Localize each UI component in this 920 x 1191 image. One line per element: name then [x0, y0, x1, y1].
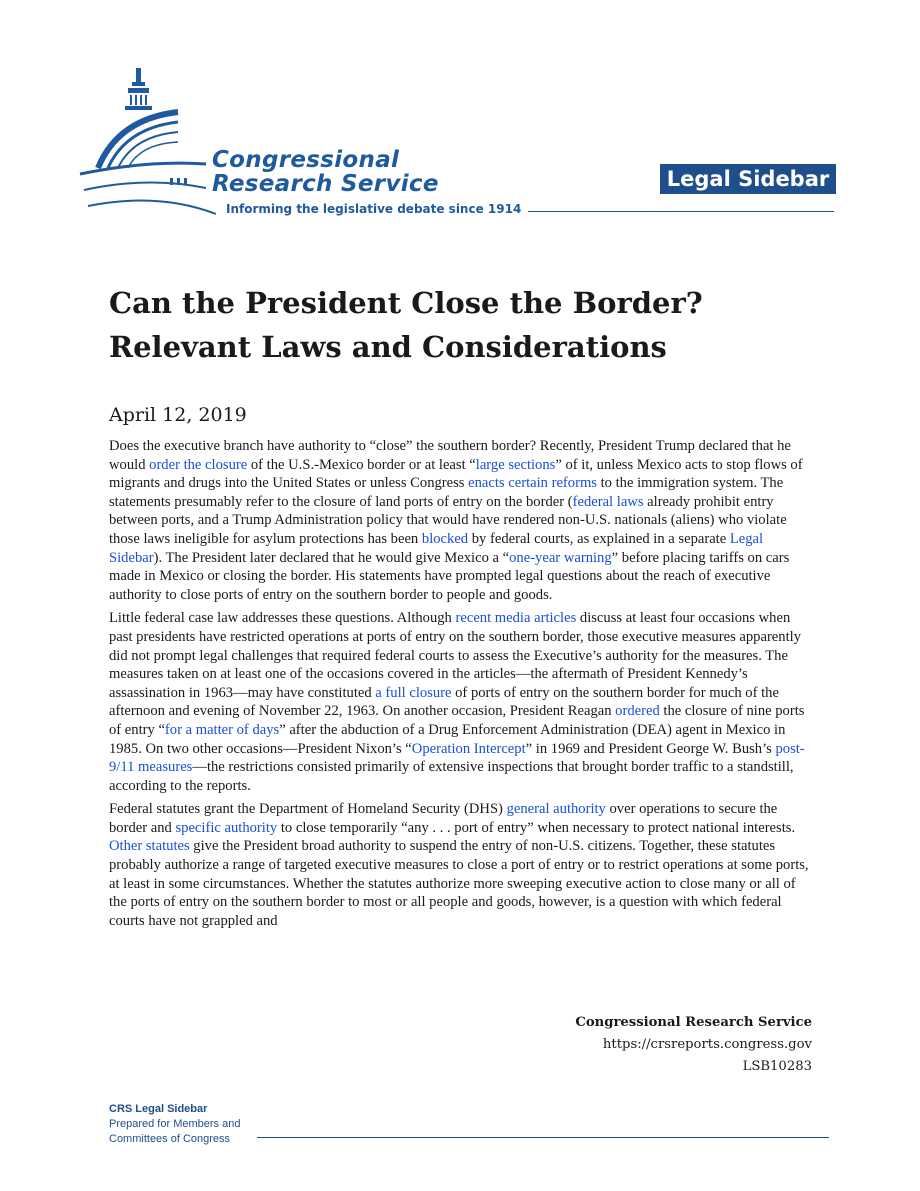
footer-doc-id: LSB10283 [742, 1059, 812, 1074]
bottom-label-line2: Prepared for Members and [109, 1118, 241, 1130]
inline-link[interactable]: Operation Intercept [411, 740, 526, 757]
inline-link[interactable]: blocked [421, 530, 469, 547]
body-paragraph [109, 800, 815, 930]
inline-link[interactable]: enacts certain reforms [468, 475, 597, 492]
body-paragraph [109, 437, 815, 604]
paragraph-text: Little federal case law addresses these questions. Although [109, 610, 456, 627]
inline-link[interactable]: specific authority [175, 819, 278, 836]
paragraph-text: discuss at least four occasions when past presidents have restricted operations at ports of entry on the southern border, those executive measures apparently did not prompt legal challenges that required federal courts to assess the Executive’s authority for the measures. The measures taken on at least one of the occasions covered in the articles—the aftermath of President Kennedy’s assassination in 1963—may have constituted [109, 610, 801, 701]
footer-url[interactable]: https://crsreports.congress.gov [602, 1037, 812, 1052]
paragraph-text: over operations to secure the border and [109, 801, 778, 836]
legal-sidebar-badge: Legal Sidebar [660, 164, 836, 194]
bottom-divider [257, 1137, 829, 1138]
paragraph-text: ). The President later declared that he would give Mexico a “ [153, 549, 510, 566]
paragraph-text: ” in 1969 and President George W. Bush’s [525, 740, 776, 757]
paragraph-text: Federal statutes grant the Department of Homeland Security (DHS) [109, 801, 507, 818]
inline-link[interactable]: Legal Sidebar [109, 530, 764, 566]
inline-link[interactable]: Other statutes [109, 838, 190, 855]
inline-link[interactable]: general authority [506, 801, 606, 818]
paragraph-text: ” before placing tariffs on cars made in Mexico or closing the border. His statements have prompted legal questions about the reach of executive authority to close ports of entry on the southern border to people and goods. [109, 549, 790, 603]
inline-link[interactable]: a full closure [375, 684, 452, 701]
paragraph-text: ” after the abduction of a Drug Enforcement Administration (DEA) agent in Mexico in 1985. On two other occasions—President Nixon’s “ [109, 721, 786, 757]
footer-block [575, 1012, 812, 1078]
footer-org: Congressional Research Service [575, 1015, 812, 1030]
page-title: Can the President Close the Border? Relevant Laws and Considerations [109, 286, 703, 364]
inline-link[interactable]: order the closure [149, 456, 248, 473]
inline-link[interactable]: post-9/11 measures [109, 740, 805, 776]
body-paragraph [109, 609, 815, 795]
publication-date: April 12, 2019 [109, 404, 247, 426]
paragraph-text: the closure of nine ports of entry “ [109, 703, 805, 738]
paragraph-text: —the restrictions consisted primarily of extensive inspections that brought border traffic to a standstill, according to the reports. [109, 759, 794, 794]
org-tagline: Informing the legislative debate since 1914 [226, 202, 522, 216]
bottom-label [109, 1102, 240, 1147]
inline-link[interactable]: one-year warning [509, 549, 612, 566]
paragraph-text: to close temporarily “any . . . port of entry” when necessary to protect national interests. [277, 819, 796, 836]
paragraph-text: ” of it, unless Mexico acts to stop flows of migrants and drugs into the United States or unless Congress [109, 456, 803, 492]
paragraph-text: by federal courts, as explained in a separate [468, 530, 730, 547]
org-name-line1: Congressional [212, 147, 400, 173]
inline-link[interactable]: for a matter of days [164, 721, 280, 738]
document-body [109, 437, 815, 935]
inline-link[interactable]: ordered [615, 703, 660, 720]
org-name-line2: Research Service [212, 171, 439, 197]
paragraph-text: to the immigration system. The statements presumably refer to the closure of land ports of entry on the border ( [109, 475, 784, 510]
bottom-label-line3: Committees of Congress [109, 1133, 231, 1145]
bottom-label-line1: CRS Legal Sidebar [109, 1103, 208, 1115]
paragraph-text: of ports of entry on the southern border for much of the afternoon and evening of November 22, 1963. On another occasion, President Reagan [109, 684, 779, 720]
inline-link[interactable]: recent media articles [455, 610, 577, 627]
capitol-dome-icon [78, 64, 538, 224]
paragraph-text: of the U.S.-Mexico border or at least “ [247, 456, 476, 473]
header-divider [528, 211, 834, 212]
paragraph-text: Does the executive branch have authority to “close” the southern border? Recently, President Trump declared that he would [109, 438, 791, 473]
inline-link[interactable]: federal laws [572, 493, 644, 510]
paragraph-text: already prohibit entry between ports, and a Trump Administration policy that would have rendered non-U.S. nationals (aliens) who violate those laws ineligible for asylum protections has been [109, 493, 787, 547]
inline-link[interactable]: large sections [475, 456, 556, 473]
paragraph-text: give the President broad authority to suspend the entry of non-U.S. citizens. Together, these statutes probably authorize a range of targeted executive measures to close a port of entry or to restrict operations at some ports, at least in some circumstances. Whether the statutes authorize more sweeping executive action to close many or all of the ports of entry on the southern border to most or all people and goods, however, is a question with which federal courts have not grappled and [109, 838, 809, 929]
